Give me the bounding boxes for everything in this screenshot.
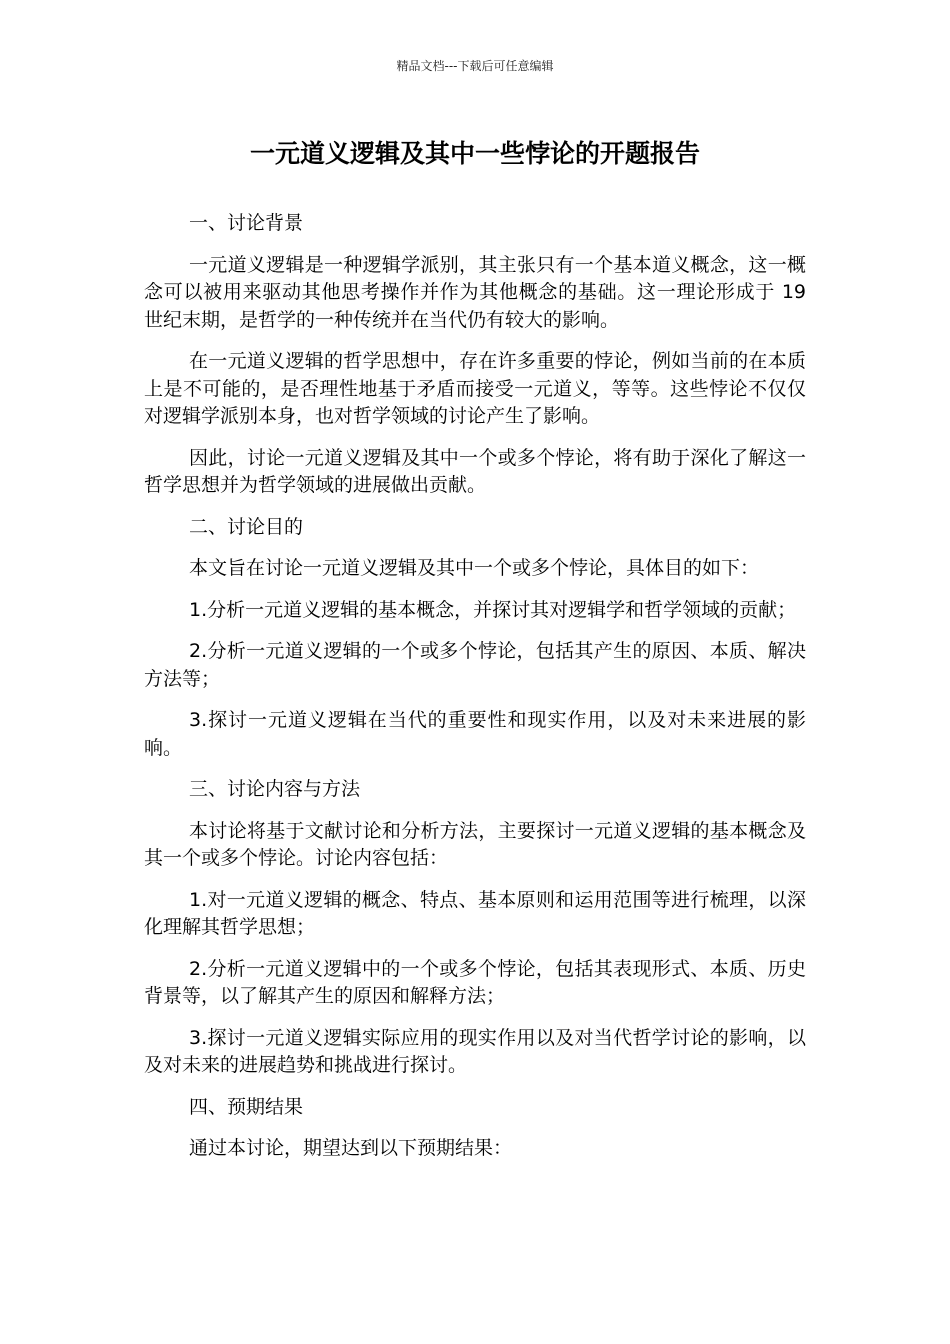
section-heading-results: 四、预期结果 (189, 1095, 304, 1118)
purpose-item-2: 2.分析一元道义逻辑的一个或多个悖论，包括其产生的原因、本质、解决方法等； (144, 640, 806, 690)
page-header: 精品文档---下载后可任意编辑 (396, 59, 554, 73)
purpose-intro: 本文旨在讨论一元道义逻辑及其中一个或多个悖论，具体目的如下： (189, 557, 760, 579)
content-item-2: 2.分析一元道义逻辑中的一个或多个悖论，包括其表现形式、本质、历史背景等，以了解其产生的原因和解释方法； (144, 957, 806, 1007)
document-body (144, 210, 806, 1177)
content-item-3: 3.探讨一元道义逻辑实际应用的现实作用以及对当代哲学讨论的影响，以及对未来的进展趋势和挑战进行探讨。 (144, 1026, 806, 1076)
purpose-item-3: 3.探讨一元道义逻辑在当代的重要性和现实作用，以及对未来进展的影响。 (144, 709, 806, 759)
section-heading-content: 三、讨论内容与方法 (189, 778, 361, 800)
content-item-1: 1.对一元道义逻辑的概念、特点、基本原则和运用范围等进行梳理，以深化理解其哲学思想； (144, 888, 806, 938)
document-title: 一元道义逻辑及其中一些悖论的开题报告 (249, 139, 700, 168)
section-heading-background: 一、讨论背景 (189, 212, 304, 234)
background-paragraph-3: 因此，讨论一元道义逻辑及其中一个或多个悖论，将有助于深化了解这一哲学思想并为哲学领域的进展做出贡献。 (144, 446, 806, 496)
section-heading-purpose: 二、讨论目的 (189, 515, 304, 538)
purpose-item-1: 1.分析一元道义逻辑的基本概念，并探讨其对逻辑学和哲学领域的贡献； (189, 598, 797, 621)
content-intro: 本讨论将基于文献讨论和分析方法，主要探讨一元道义逻辑的基本概念及其一个或多个悖论。讨论内容包括： (144, 819, 806, 869)
results-intro: 通过本讨论，期望达到以下预期结果： (189, 1137, 513, 1159)
background-paragraph-1: 一元道义逻辑是一种逻辑学派别，其主张只有一个基本道义概念，这一概念可以被用来驱动其他思考操作并作为其他概念的基础。这一理论形成于 19 世纪末期，是哲学的一种传统并在当代仍有较大的影响。 (144, 253, 806, 331)
background-paragraph-2: 在一元道义逻辑的哲学思想中，存在许多重要的悖论，例如当前的在本质上是不可能的，是否理性地基于矛盾而接受一元道义，等等。这些悖论不仅仅对逻辑学派别本身，也对哲学领域的讨论产生了影响。 (144, 350, 806, 427)
